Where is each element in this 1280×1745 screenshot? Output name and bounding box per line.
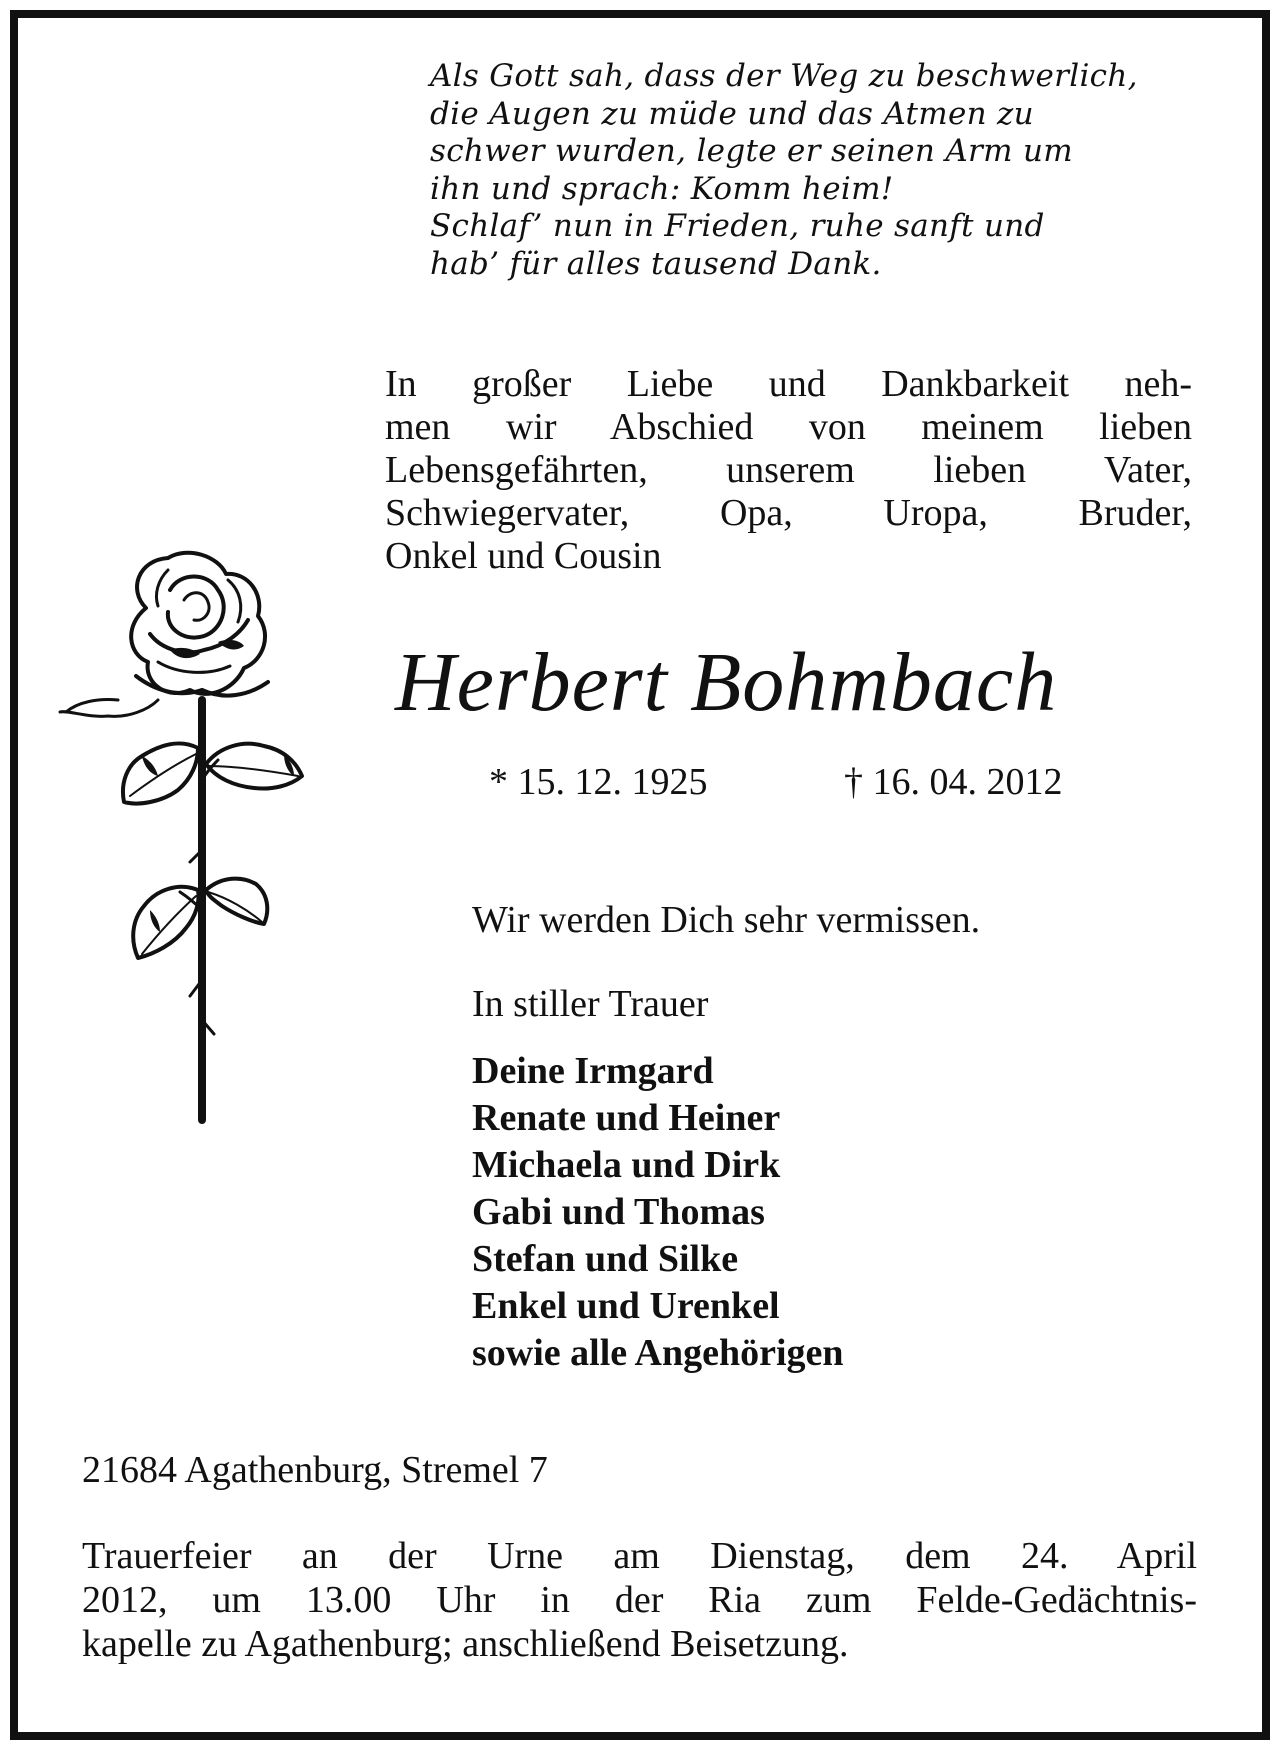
announcement-text <box>385 363 1192 578</box>
announcement-line: men wir Abschied von meinem lieben <box>385 406 1192 448</box>
mourner-name: Deine Irmgard <box>472 1050 714 1092</box>
mourner-name: Stefan und Silke <box>472 1238 739 1280</box>
announcement-line: Lebensgefährten, unserem lieben Vater, <box>385 449 1192 491</box>
announcement-line: In großer Liebe und Dankbarkeit neh- <box>385 363 1192 405</box>
address: 21684 Agathenburg, Stremel 7 <box>82 1449 548 1491</box>
rose-icon <box>58 550 348 1125</box>
mourner-name: Renate und Heiner <box>472 1097 781 1139</box>
poem-line: Schlaf’ nun in Frieden, ruhe sanft und <box>430 208 1045 244</box>
poem-line: die Augen zu müde und das Atmen zu <box>430 95 1034 132</box>
poem-line: Als Gott sah, dass der Weg zu beschwerlich, <box>430 58 1138 94</box>
announcement-line: Schwiegervater, Opa, Uropa, Bruder, <box>385 492 1192 534</box>
announcement-line: Onkel und Cousin <box>385 535 662 577</box>
death-date: † 16. 04. 2012 <box>844 761 1063 803</box>
ceremony-info <box>82 1534 1197 1666</box>
ceremony-line: Trauerfeier an der Urne am Dienstag, dem 24. April <box>82 1535 1197 1577</box>
mourner-name: Gabi und Thomas <box>472 1191 765 1233</box>
mourning-phrase: In stiller Trauer <box>472 983 709 1025</box>
mourner-name: Enkel und Urenkel <box>472 1285 780 1327</box>
closing-line: Wir werden Dich sehr vermissen. <box>472 899 981 941</box>
mourner-name: Michaela und Dirk <box>472 1144 781 1186</box>
ceremony-line: kapelle zu Agathenburg; anschließend Beisetzung. <box>82 1623 849 1665</box>
mourner-name: sowie alle Angehörigen <box>472 1332 844 1374</box>
poem-line: hab’ für alles tausend Dank. <box>430 245 882 282</box>
ceremony-line: 2012, um 13.00 Uhr in der Ria zum Felde-Gedächtnis- <box>82 1579 1197 1621</box>
poem-line: ihn und sprach: Komm heim! <box>430 170 894 207</box>
mourners-list <box>472 1048 844 1377</box>
poem <box>430 58 1230 283</box>
poem-line: schwer wurden, legte er seinen Arm um <box>430 133 1073 169</box>
deceased-name: Herbert Bohmbach <box>395 636 1058 729</box>
birth-date: * 15. 12. 1925 <box>489 761 708 803</box>
